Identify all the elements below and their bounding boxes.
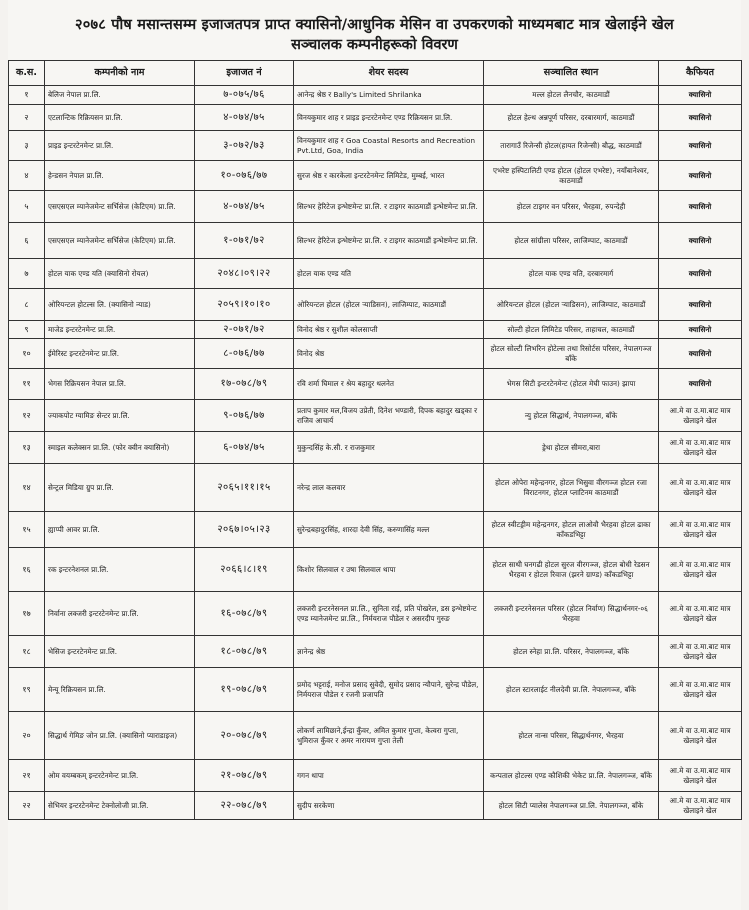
remarks-cell: क्यासिनो: [659, 86, 742, 105]
serial-cell: २०: [9, 712, 45, 760]
shareholders-cell: लोकर्ण लामिछाने,ईन्द्रा कुँवर, अमित कुमार गुप्ता, केत्वरा गुप्ता, भुमिराज कुँवर र अमर नारायण गुप्ता तेली: [294, 712, 484, 760]
table-row: [9, 191, 742, 223]
location-cell: न्यु होटल सिद्धार्थ, नेपालगञ्ज, बाँके: [484, 400, 659, 432]
company-cell: प्राइड इन्टरटेनमेन्ट प्रा.लि.: [45, 131, 195, 161]
license-cell: २०६६।८।१९: [195, 548, 294, 592]
shareholders-cell: सुरज श्रेष्ठ र कारकेला इन्टरटेनमेन्ट लिमिटेड, मुम्बई, भारत: [294, 161, 484, 191]
remarks-cell: आ.मे वा उ.मा.बाट मात्र खेलाइने खेल: [659, 592, 742, 636]
company-cell: हेन्डसन नेपाल प्रा.लि.: [45, 161, 195, 191]
serial-cell: २१: [9, 760, 45, 792]
header-shareholders: शेयर सदस्य: [294, 61, 484, 86]
license-cell: १०-०७६/७७: [195, 161, 294, 191]
table-row: [9, 668, 742, 712]
license-cell: २२-०७८/७९: [195, 792, 294, 820]
table-row: [9, 86, 742, 105]
remarks-cell: आ.मे वा उ.मा.बाट मात्र खेलाइने खेल: [659, 712, 742, 760]
remarks-cell: क्यासिनो: [659, 105, 742, 131]
remarks-cell: आ.मे वा उ.मा.बाट मात्र खेलाइने खेल: [659, 548, 742, 592]
header-serial: क.स.: [9, 61, 45, 86]
location-cell: होटल हेल्थ अन्नपूर्ण परिसर, दरबारमार्ग, काठमाडौं: [484, 105, 659, 131]
shareholders-cell: होटल याक एण्ड यति: [294, 259, 484, 289]
company-cell: एसएसएल म्यानेजमेन्ट सर्भिसेज (केटिएम) प्रा.लि.: [45, 191, 195, 223]
remarks-cell: क्यासिनो: [659, 289, 742, 321]
location-cell: होटल साथी घनगढी होटल सुरज वीरगञ्ज, होटल बोधी रेडसन भैरहवा र होटल रिवाज (झरने ग्राण्ड) काँकडभिट्टा: [484, 548, 659, 592]
serial-cell: ३: [9, 131, 45, 161]
location-cell: होटल सांग्रीला परिसर, लाजिम्पाट, काठमाडौं: [484, 223, 659, 259]
document-title: २०७८ पौष मसान्तसम्म इजाजतपत्र प्राप्त क्यासिनो/आधुनिक मेसिन वा उपकरणको माध्यमबाट मात्र खेलाईने खेल: [75, 17, 674, 33]
company-cell: सेभियर इन्टरटेनमेन्ट टेक्नोलोजी प्रा.लि.: [45, 792, 195, 820]
company-cell: मेन्यू रिक्रियसन प्रा.लि.: [45, 668, 195, 712]
shareholders-cell: आनेन्द्र श्रेष्ठ र Bally's Limited Shrilanka: [294, 86, 484, 105]
license-cell: १९-०७८/७९: [195, 668, 294, 712]
shareholders-cell: ज्ञानेन्द्र श्रेष्ठ: [294, 636, 484, 668]
table-header-row: [9, 61, 742, 86]
company-cell: सेन्ट्रल मिडिया ग्रुप प्रा.लि.: [45, 464, 195, 512]
table-row: [9, 259, 742, 289]
remarks-cell: आ.मे वा उ.मा.बाट मात्र खेलाइने खेल: [659, 432, 742, 464]
location-cell: भेगस सिटी इन्टरटेनमेन्ट (होटल मेघी फाउन) झापा: [484, 369, 659, 400]
company-cell: बेलिज नेपाल प्रा.लि.: [45, 86, 195, 105]
location-cell: ड्रेथा होटल सीमरा,बारा: [484, 432, 659, 464]
shareholders-cell: सुदीप सरकेणा: [294, 792, 484, 820]
table-row: [9, 131, 742, 161]
serial-cell: १: [9, 86, 45, 105]
shareholders-cell: विनयकुमार शाह र प्राइड इन्टरटेनमेन्ट एण्ड रिक्रियसन प्रा.लि.: [294, 105, 484, 131]
company-cell: भेगस रिक्रियसन नेपाल प्रा.लि.: [45, 369, 195, 400]
table-row: [9, 400, 742, 432]
company-cell: रक इन्टरनेशनल प्रा.लि.: [45, 548, 195, 592]
serial-cell: १४: [9, 464, 45, 512]
table-row: [9, 369, 742, 400]
remarks-cell: आ.मे वा उ.मा.बाट मात्र खेलाइने खेल: [659, 792, 742, 820]
location-cell: ओरियन्टल होटल (होटल र्‍याडिसन), लाजिम्पाट, काठमाडौं: [484, 289, 659, 321]
remarks-cell: क्यासिनो: [659, 339, 742, 369]
location-cell: होटल सोल्टी लिभरिन होटेल्स तथा रिसोर्टस परिसर, नेपालगञ्ज बाँके: [484, 339, 659, 369]
company-cell: एसएसएल म्यानेजमेन्ट सर्भिसेज (केटिएम) प्रा.लि.: [45, 223, 195, 259]
license-cell: ३-०७२/७३: [195, 131, 294, 161]
table-row: [9, 223, 742, 259]
company-cell: ज्याकपोट ग्यामिङ सेन्टर प्रा.लि.: [45, 400, 195, 432]
serial-cell: ४: [9, 161, 45, 191]
location-cell: मल्ल होटल लैनचौर, काठमाडौं: [484, 86, 659, 105]
company-cell: सिद्धार्थ गेमिङ जोन प्रा.लि. (क्यासिनो प्याराडाइज): [45, 712, 195, 760]
serial-cell: २: [9, 105, 45, 131]
shareholders-cell: सिल्भर हेरिटेज इन्भेष्टमेन्ट प्रा.लि. र टाइगर काठमाडौं इन्भेष्टमेन्ट प्रा.लि.: [294, 191, 484, 223]
table-row: [9, 464, 742, 512]
license-cell: २०६७।०५।२३: [195, 512, 294, 548]
shareholders-cell: लक्जरी इन्टरनेसनल प्रा.लि., सुनिता राई, प्रति पोखरेल, डस इन्भेष्टमेन्ट एण्ड म्यानेजमेन्ट प्रा.लि., निर्मयराज पौडेल र असरदीप गुरुङ: [294, 592, 484, 636]
serial-cell: १०: [9, 339, 45, 369]
table-row: [9, 432, 742, 464]
remarks-cell: क्यासिनो: [659, 161, 742, 191]
license-cell: २०-०७८/७९: [195, 712, 294, 760]
license-cell: २०४८।०९।२२: [195, 259, 294, 289]
license-cell: १६-०७८/७९: [195, 592, 294, 636]
company-cell: ओम वयम्बकम् इन्टरटेनमेन्ट प्रा.लि.: [45, 760, 195, 792]
shareholders-cell: विनोद श्रेष्ठ: [294, 339, 484, 369]
table-row: [9, 321, 742, 339]
serial-cell: १५: [9, 512, 45, 548]
page: [8, 0, 741, 910]
company-cell: माजेड इन्टरटेनमेन्ट प्रा.लि.: [45, 321, 195, 339]
header-license: इजाजत नं: [195, 61, 294, 86]
license-cell: ६-०७४/७५: [195, 432, 294, 464]
shareholders-cell: सिल्भर हेरिटेज इन्भेष्टमेन्ट प्रा.लि. र टाइगर काठमाडौं इन्भेष्टमेन्ट प्रा.लि.: [294, 223, 484, 259]
company-cell: भेसिज इन्टरटेनमेन्ट प्रा.लि.: [45, 636, 195, 668]
shareholders-cell: किशोर सिलवाल र उषा सिलवाल थापा: [294, 548, 484, 592]
company-cell: एटलान्टिक रिक्रियसन प्रा.लि.: [45, 105, 195, 131]
serial-cell: १६: [9, 548, 45, 592]
serial-cell: ११: [9, 369, 45, 400]
location-cell: होटल स्वीटड्रीम महेन्द्रनगर, होटल लाओवौ भैरहवा होटल ढाका काँकडभिट्टा: [484, 512, 659, 548]
remarks-cell: क्यासिनो: [659, 369, 742, 400]
license-cell: ७-०७५/७६: [195, 86, 294, 105]
table-row: [9, 512, 742, 548]
license-cell: १८-०७८/७९: [195, 636, 294, 668]
license-cell: ८-०७६/७७: [195, 339, 294, 369]
remarks-cell: आ.मे वा उ.मा.बाट मात्र खेलाइने खेल: [659, 512, 742, 548]
serial-cell: ९: [9, 321, 45, 339]
location-cell: होटल टाइगर वन परिसर, भैरहवा, रुपन्देही: [484, 191, 659, 223]
location-cell: होटल स्नेहा प्रा.लि. परिसर, नेपालगञ्ज, बाँके: [484, 636, 659, 668]
table-row: [9, 105, 742, 131]
location-cell: लक्जरी इन्टरनेसनल परिसर (होटल निर्वाण) सिद्धार्थनगर-०६ भैरहवा: [484, 592, 659, 636]
serial-cell: १९: [9, 668, 45, 712]
company-cell: होटल याक एण्ड यति (क्यासिनो रोयल): [45, 259, 195, 289]
header-location: सञ्चालित स्थान: [484, 61, 659, 86]
location-cell: होटल स्टारलाईट नीलदेवी प्रा.लि. नेपालगञ्ज, बाँके: [484, 668, 659, 712]
serial-cell: १२: [9, 400, 45, 432]
serial-cell: ६: [9, 223, 45, 259]
table-row: [9, 760, 742, 792]
remarks-cell: आ.मे वा उ.मा.बाट मात्र खेलाइने खेल: [659, 760, 742, 792]
remarks-cell: क्यासिनो: [659, 131, 742, 161]
document-subtitle: सञ्चालक कम्पनीहरूको विवरण: [291, 37, 458, 53]
remarks-cell: आ.मे वा उ.मा.बाट मात्र खेलाइने खेल: [659, 668, 742, 712]
location-cell: सोल्टी होटल लिमिटेड परिसर, ताहाचल, काठमाडौं: [484, 321, 659, 339]
location-cell: होटल ओपेरा महेन्द्रनगर, होटल भिसुवा वीरगञ्ज होटल रजा विराटनगर, होटल प्लाटिनम काठमाडौं: [484, 464, 659, 512]
company-cell: ओरियन्टल होटल्स लि. (क्यासिनो न्याड): [45, 289, 195, 321]
serial-cell: १७: [9, 592, 45, 636]
license-cell: २०५९।१०।१०: [195, 289, 294, 321]
serial-cell: ८: [9, 289, 45, 321]
shareholders-cell: प्रताप कुमार मल,विजय उप्रेती, दिनेश भण्डारी, दिपक बहादुर खड्का र राजिव आचार्य: [294, 400, 484, 432]
remarks-cell: क्यासिनो: [659, 223, 742, 259]
serial-cell: १८: [9, 636, 45, 668]
shareholders-cell: विनयकुमार शाह र Goa Coastal Resorts and Recreation Pvt.Ltd, Goa, India: [294, 131, 484, 161]
header-company: कम्पनीको नाम: [45, 61, 195, 86]
shareholders-cell: ओरियन्टल होटल (होटल र्‍याडिसन), लाजिम्पाट, काठमाडौं: [294, 289, 484, 321]
table-row: [9, 161, 742, 191]
table-row: [9, 548, 742, 592]
license-cell: २०६५।११।१५: [195, 464, 294, 512]
location-cell: होटल याक एण्ड यति, दरबारमार्ग: [484, 259, 659, 289]
location-cell: तारागाउँ रिजेन्सी होटल(हायत रिजेन्सी) बौद्ध, काठमाडौं: [484, 131, 659, 161]
license-cell: २-०७१/७२: [195, 321, 294, 339]
location-cell: होटल सिटी प्यालेस नेपालगञ्ज प्रा.लि. नेपालगञ्ज, बाँके: [484, 792, 659, 820]
table-row: [9, 712, 742, 760]
serial-cell: २२: [9, 792, 45, 820]
remarks-cell: क्यासिनो: [659, 321, 742, 339]
table-row: [9, 636, 742, 668]
serial-cell: ७: [9, 259, 45, 289]
remarks-cell: आ.मे वा उ.मा.बाट मात्र खेलाइने खेल: [659, 464, 742, 512]
remarks-cell: आ.मे वा उ.मा.बाट मात्र खेलाइने खेल: [659, 636, 742, 668]
remarks-cell: क्यासिनो: [659, 259, 742, 289]
shareholders-cell: रवि शर्मा घिमाल र श्रेय बहादुर थलनेत: [294, 369, 484, 400]
shareholders-cell: विनोद श्रेष्ठ र सुशील कोलसाप्ती: [294, 321, 484, 339]
shareholders-cell: प्रमोद भट्टराई, मनोज प्रसाद सुवेदी, सुमोद प्रसाद न्यौपाने, सुरेन्द्र पौडेल, निर्मयराज पौडेल र रजनी प्रजापति: [294, 668, 484, 712]
header-remarks: कैफियत: [659, 61, 742, 86]
shareholders-cell: नरेन्द्र लाल कलवार: [294, 464, 484, 512]
license-cell: १७-०७८/७९: [195, 369, 294, 400]
serial-cell: ५: [9, 191, 45, 223]
company-cell: निर्वाना लक्जरी इन्टरटेनमेन्ट प्रा.लि.: [45, 592, 195, 636]
license-cell: ९-०७६/७७: [195, 400, 294, 432]
table-row: [9, 592, 742, 636]
table-row: [9, 289, 742, 321]
shareholders-cell: मुकुन्दसिंह के.सी. र राजकुमार: [294, 432, 484, 464]
location-cell: एभरेष्ट हस्पिटालिटी एण्ड होटल (होटल एभरेष्ट), नयाँबानेश्वर, काठमाडौं: [484, 161, 659, 191]
license-cell: २१-०७८/७९: [195, 760, 294, 792]
shareholders-cell: गगन थापा: [294, 760, 484, 792]
serial-cell: १३: [9, 432, 45, 464]
operators-table: [8, 60, 742, 820]
company-cell: स्माइल कलेक्सन प्रा.लि. (फोर क्वीन क्यासिनो): [45, 432, 195, 464]
company-cell: ईमेरिस्ट इन्टरटेनमेन्ट प्रा.लि.: [45, 339, 195, 369]
remarks-cell: क्यासिनो: [659, 191, 742, 223]
location-cell: होटल नान्स परिसर, सिद्धार्थनगर, भैरहवा: [484, 712, 659, 760]
shareholders-cell: सुरेन्द्रबहादुरसिंह, शारदा देवी सिंह, करुणासिंह मल्ल: [294, 512, 484, 548]
license-cell: १-०७१/७२: [195, 223, 294, 259]
license-cell: ४-०७४/७५: [195, 105, 294, 131]
table-row: [9, 792, 742, 820]
remarks-cell: आ.मे वा उ.मा.बाट मात्र खेलाइने खेल: [659, 400, 742, 432]
table-row: [9, 339, 742, 369]
license-cell: ४-०७४/७५: [195, 191, 294, 223]
company-cell: ह्याप्पी आवर प्रा.लि.: [45, 512, 195, 548]
location-cell: कन्पताल होटल्स एण्ड कौशिकी भेकेट प्रा.लि. नेपालगञ्ज, बाँके: [484, 760, 659, 792]
